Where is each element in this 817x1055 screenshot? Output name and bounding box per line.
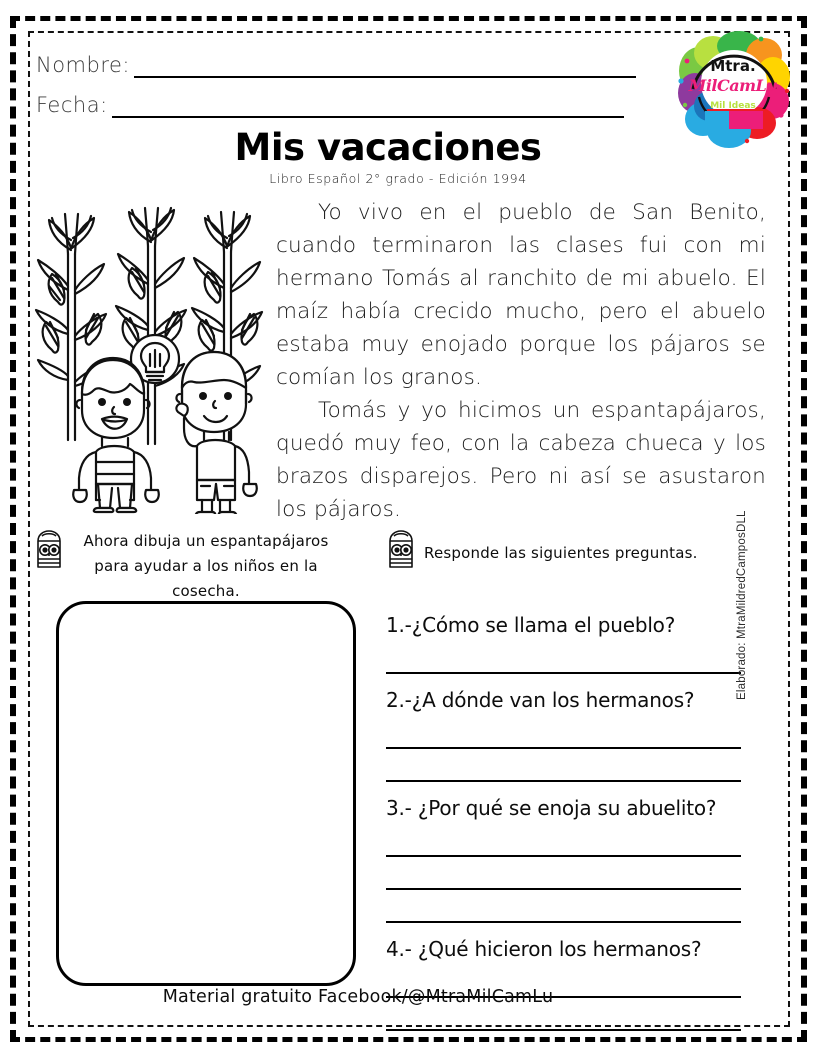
draw-instruction-text: Ahora dibuja un espantapájaros para ayudar a los niños en la cosecha. bbox=[83, 532, 329, 600]
vertical-author-credit: Elaborado: MtraMildredCamposDLL bbox=[736, 510, 748, 700]
question-block bbox=[386, 937, 776, 1031]
draw-instruction-row bbox=[34, 529, 374, 604]
name-input[interactable] bbox=[134, 75, 636, 78]
question-text: 2.-¿A dónde van los hermanos? bbox=[386, 688, 695, 712]
girl-character bbox=[176, 352, 256, 514]
reading-passage bbox=[276, 196, 766, 526]
answer-line[interactable] bbox=[386, 890, 741, 923]
brand-logo-text bbox=[669, 31, 797, 111]
question-text: 1.-¿Cómo se llama el pueblo? bbox=[386, 613, 676, 637]
name-field-row bbox=[36, 48, 636, 78]
date-input[interactable] bbox=[112, 115, 624, 118]
question-text: 3.- ¿Por qué se enoja su abuelito? bbox=[386, 796, 717, 820]
worksheet-content bbox=[28, 31, 790, 1027]
question-block bbox=[386, 613, 776, 674]
date-field-row bbox=[36, 88, 624, 118]
answer-line[interactable] bbox=[386, 641, 741, 674]
passage-paragraph: Yo vivo en el pueblo de San Benito, cuando terminaron las clases fui con mi hermano Tomás al ranchito de mi abuelo. El maíz había crecido mucho, pero el abuelo estaba muy enojado porque los pájaros se comían los granos. bbox=[276, 200, 766, 390]
questions-activity-section bbox=[386, 529, 776, 1035]
brand-top-text: Mtra. bbox=[710, 57, 756, 75]
illustration-graphic bbox=[34, 194, 272, 514]
illustration-corn-field bbox=[34, 194, 272, 514]
questions-instruction-text: Responde las siguientes preguntas. bbox=[424, 544, 698, 562]
page-title: Mis vacaciones bbox=[234, 126, 542, 169]
name-label: Nombre: bbox=[36, 53, 131, 77]
brand-main-text: MilCamLu bbox=[688, 76, 778, 95]
questions-instruction-row bbox=[386, 529, 776, 571]
crayon-icon bbox=[34, 529, 64, 571]
answer-line[interactable] bbox=[386, 857, 741, 890]
question-block bbox=[386, 688, 776, 782]
answer-line[interactable] bbox=[386, 716, 741, 749]
footer-credit: Material gratuito Facebook/@MtraMilCamLu bbox=[162, 987, 554, 1007]
crayon-icon bbox=[386, 529, 416, 571]
date-label: Fecha: bbox=[36, 93, 108, 117]
draw-activity-section bbox=[34, 529, 374, 604]
question-text: 4.- ¿Qué hicieron los hermanos? bbox=[386, 937, 702, 961]
question-block bbox=[386, 796, 776, 923]
answer-line[interactable] bbox=[386, 749, 741, 782]
page-subtitle: Libro Español 2° grado - Edición 1994 bbox=[269, 171, 527, 186]
question-list bbox=[386, 613, 776, 1031]
drawing-area[interactable] bbox=[56, 601, 356, 986]
answer-line[interactable] bbox=[386, 824, 741, 857]
passage-paragraph: Tomás y yo hicimos un espantapájaros, quedó muy feo, con la cabeza chueca y los brazos disparejos. Pero ni así se asustaron los pájaros. bbox=[276, 398, 766, 522]
brand-sub-text: Mil Ideas bbox=[710, 101, 756, 111]
